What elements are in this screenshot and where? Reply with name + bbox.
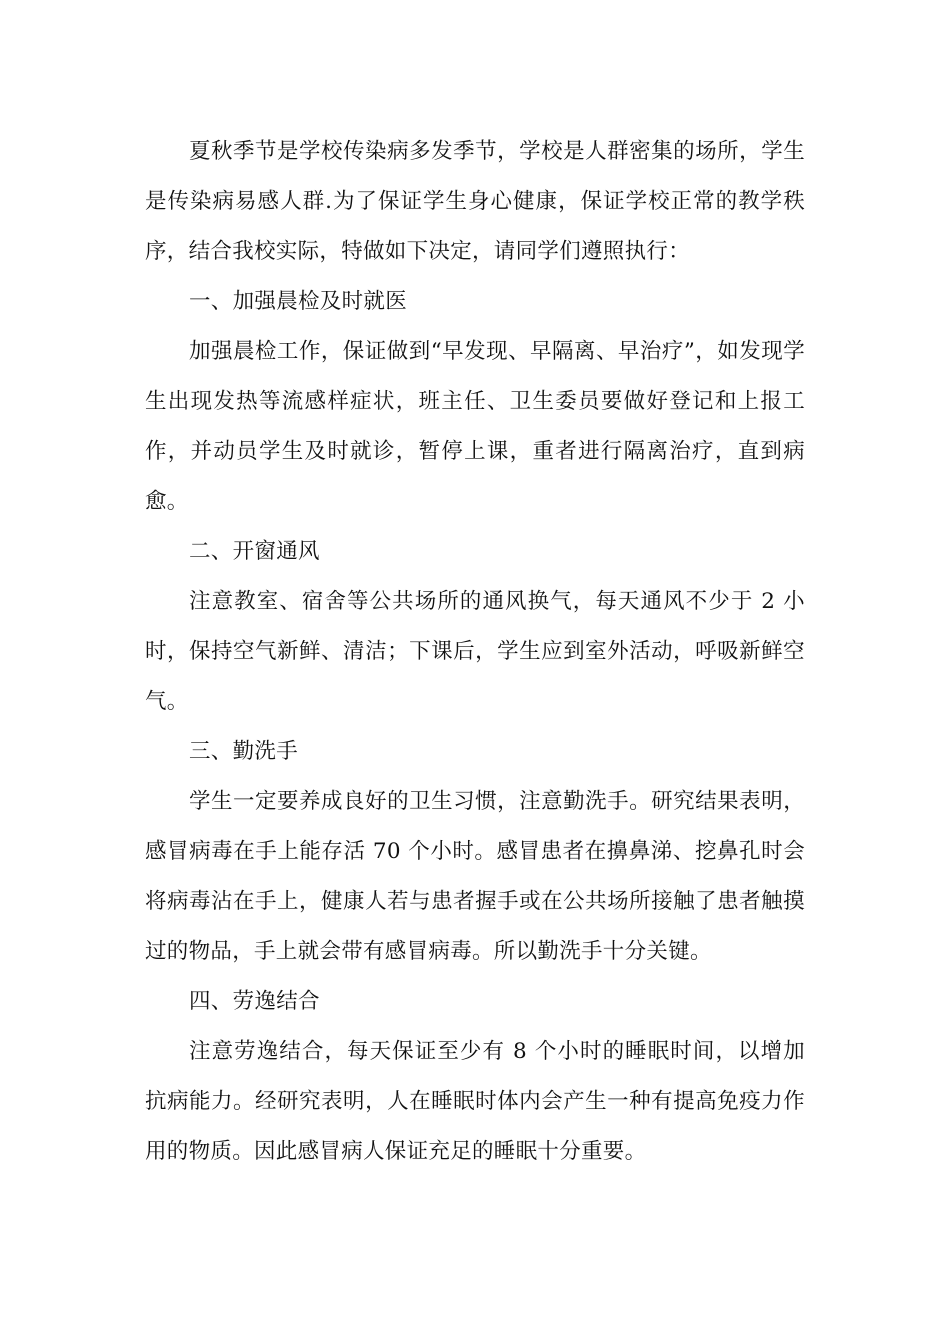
section-paragraph-2: 注意教室、宿舍等公共场所的通风换气，每天通风不少于 2 小时，保持空气新鲜、清洁；下课后，学生应到室外活动，呼吸新鲜空气。 [145, 589, 805, 714]
section-paragraph-4: 注意劳逸结合，每天保证至少有 8 个小时的睡眠时间，以增加抗病能力。经研究表明，人在睡眠时体内会产生一种有提高免疫力作用的物质。因此感冒病人保证充足的睡眠十分重要。 [145, 1039, 805, 1164]
section-heading-3: 三、勤洗手 [189, 739, 299, 764]
section-heading-1: 一、加强晨检及时就医 [189, 289, 408, 314]
section-heading-4: 四、劳逸结合 [189, 989, 320, 1014]
section-paragraph-3: 学生一定要养成良好的卫生习惯，注意勤洗手。研究结果表明，感冒病毒在手上能存活 70 个小时。感冒患者在擤鼻涕、挖鼻孔时会将病毒沾在手上，健康人若与患者握手或在公共场所接触了患者触摸过的物品，手上就会带有感冒病毒。所以勤洗手十分关键。 [145, 789, 805, 964]
section-heading-2: 二、开窗通风 [189, 539, 320, 564]
section-paragraph-1: 加强晨检工作，保证做到“早发现、早隔离、早治疗”，如发现学生出现发热等流感样症状，班主任、卫生委员要做好登记和上报工作，并动员学生及时就诊，暂停上课，重者进行隔离治疗，直到病愈。 [145, 339, 805, 514]
intro-paragraph: 夏秋季节是学校传染病多发季节，学校是人群密集的场所，学生是传染病易感人群.为了保证学生身心健康，保证学校正常的教学秩序，结合我校实际，特做如下决定，请同学们遵照执行： [145, 139, 805, 264]
document-body [145, 127, 805, 1177]
